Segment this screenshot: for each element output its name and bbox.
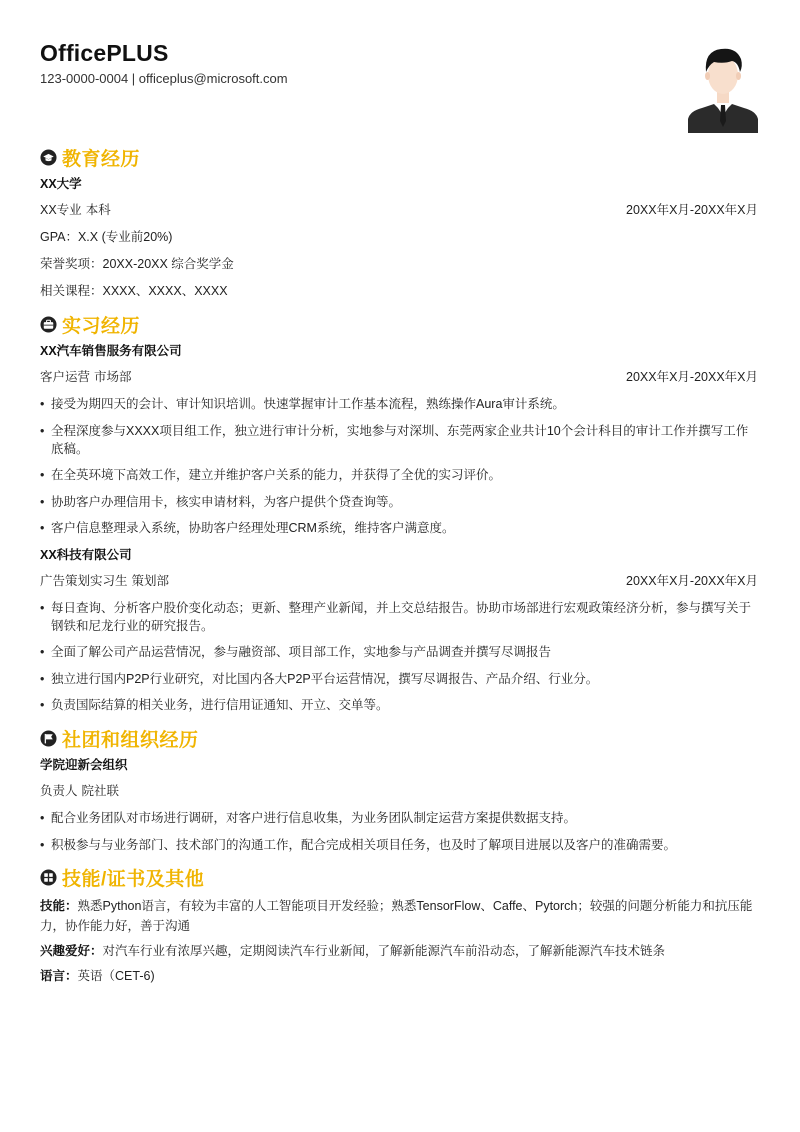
interests-label: 兴趣爱好： [40, 943, 103, 958]
skills-title: 技能/证书及其他 [62, 869, 205, 890]
interests-paragraph [40, 941, 758, 961]
internship-heading [40, 311, 758, 337]
education-title: 教育经历 [62, 148, 141, 170]
job-row [40, 572, 758, 590]
club-title: 社团和组织经历 [62, 729, 199, 751]
bullet-item: • 配合业务团队对市场进行调研，对客户进行信息收集，为业务团队制定运营方案提供数据支持。 [40, 809, 758, 827]
degree: 本科 [85, 203, 111, 217]
avatar [688, 41, 758, 133]
job-role: 广告策划实习生 [40, 573, 128, 588]
club-bullets [40, 809, 758, 854]
job-bullets [40, 395, 758, 537]
skills-label: 技能： [40, 898, 78, 913]
job-role-dept [40, 368, 132, 386]
bullet-item: • 积极参与与业务部门、技术部门的沟通工作，配合完成相关项目任务，也及时了解项目进展以及客户的准确需要。 [40, 836, 758, 854]
company-name: XX科技有限公司 [40, 547, 132, 562]
grid-icon [40, 869, 57, 886]
resume-page [40, 38, 758, 991]
job-dept: 市场部 [94, 370, 132, 384]
internship-section [40, 311, 758, 714]
education-section [40, 144, 758, 300]
honors: 荣誉奖项：20XX-20XX 综合奖学金 [40, 257, 234, 271]
job-row [40, 368, 758, 386]
bullet-item: • 全面了解公司产品运营情况，参与融资部、项目部工作，实地参与产品调查并撰写尽调报告 [40, 643, 758, 661]
bullet-item: • 接受为期四天的会计、审计知识培训。快速掌握审计工作基本流程，熟练操作Aura审计系统。 [40, 395, 758, 413]
flag-icon [40, 730, 57, 747]
club-heading [40, 725, 758, 751]
job-role-dept [40, 572, 169, 590]
bullet-item: • 在全英环境下高效工作，建立并维护客户关系的能力，并获得了全优的实习评价。 [40, 466, 758, 484]
bullet-item: • 每日查询、分析客户股价变化动态；更新、整理产业新闻，并上交总结报告。协助市场部进行宏观政策经济分析，参与撰写关于钢铁和尼龙行业的研究报告。 [40, 599, 758, 635]
education-row [40, 201, 758, 219]
education-major-degree [40, 201, 111, 219]
job-bullets [40, 599, 758, 715]
bullet-item: • 协助客户办理信用卡，核实申请材料，为客户提供个贷查询等。 [40, 493, 758, 511]
job-role: 客户运营 [40, 370, 91, 384]
candidate-name: OfficePLUS [40, 40, 169, 66]
contact-info: 123-0000-0004 | officeplus@microsoft.com [40, 71, 288, 86]
mortarboard-icon [40, 149, 57, 166]
language-text: 英语（CET-6) [77, 968, 155, 983]
job-date: 20XX年X月-20XX年X月 [626, 573, 758, 588]
club-org: 学院迎新会组织 [40, 758, 128, 772]
briefcase-icon [40, 316, 57, 333]
company-name: XX汽车销售服务有限公司 [40, 344, 182, 358]
club-role: 负责人 [40, 784, 78, 798]
job-date: 20XX年X月-20XX年X月 [626, 370, 758, 384]
interests-text: 对汽车行业有浓厚兴趣，定期阅读汽车行业新闻，了解新能源汽车前沿动态，了解新能源汽车技术链条 [102, 943, 666, 958]
club-section [40, 725, 758, 854]
language-paragraph [40, 966, 758, 986]
school-name: XX大学 [40, 177, 82, 191]
club-row [40, 782, 758, 800]
club-role-dept [40, 782, 119, 800]
language-label: 语言： [40, 968, 78, 983]
skills-section [40, 865, 758, 986]
skills-text: 熟悉Python语言，有较为丰富的人工智能项目开发经验；熟悉TensorFlow、Caffe、Pytorch；较强的问题分析能力和抗压能力，协作能力好，善于沟通 [40, 898, 753, 933]
internship-title: 实习经历 [62, 315, 141, 337]
job-dept: 策划部 [131, 573, 170, 588]
resume-header [40, 38, 758, 133]
bullet-item: • 客户信息整理录入系统，协助客户经理处理CRM系统，维持客户满意度。 [40, 519, 758, 537]
education-date: 20XX年X月-20XX年X月 [626, 203, 758, 217]
skills-heading [40, 865, 758, 891]
gpa: GPA：X.X (专业前20%) [40, 230, 173, 244]
bullet-item: • 全程深度参与XXXX项目组工作，独立进行审计分析，实地参与对深圳、东莞两家企业共计10个会计科目的审计工作并撰写工作底稿。 [40, 422, 758, 458]
bullet-item: • 独立进行国内P2P行业研究，对比国内各大P2P平台运营情况，撰写尽调报告、产品介绍、行业分。 [40, 670, 758, 688]
club-dept: 院社联 [81, 784, 120, 798]
major: XX专业 [40, 203, 82, 217]
courses: 相关课程：XXXX、XXXX、XXXX [40, 284, 228, 298]
education-heading [40, 144, 758, 170]
bullet-item: • 负责国际结算的相关业务，进行信用证通知、开立、交单等。 [40, 696, 758, 714]
skills-paragraph [40, 896, 758, 936]
